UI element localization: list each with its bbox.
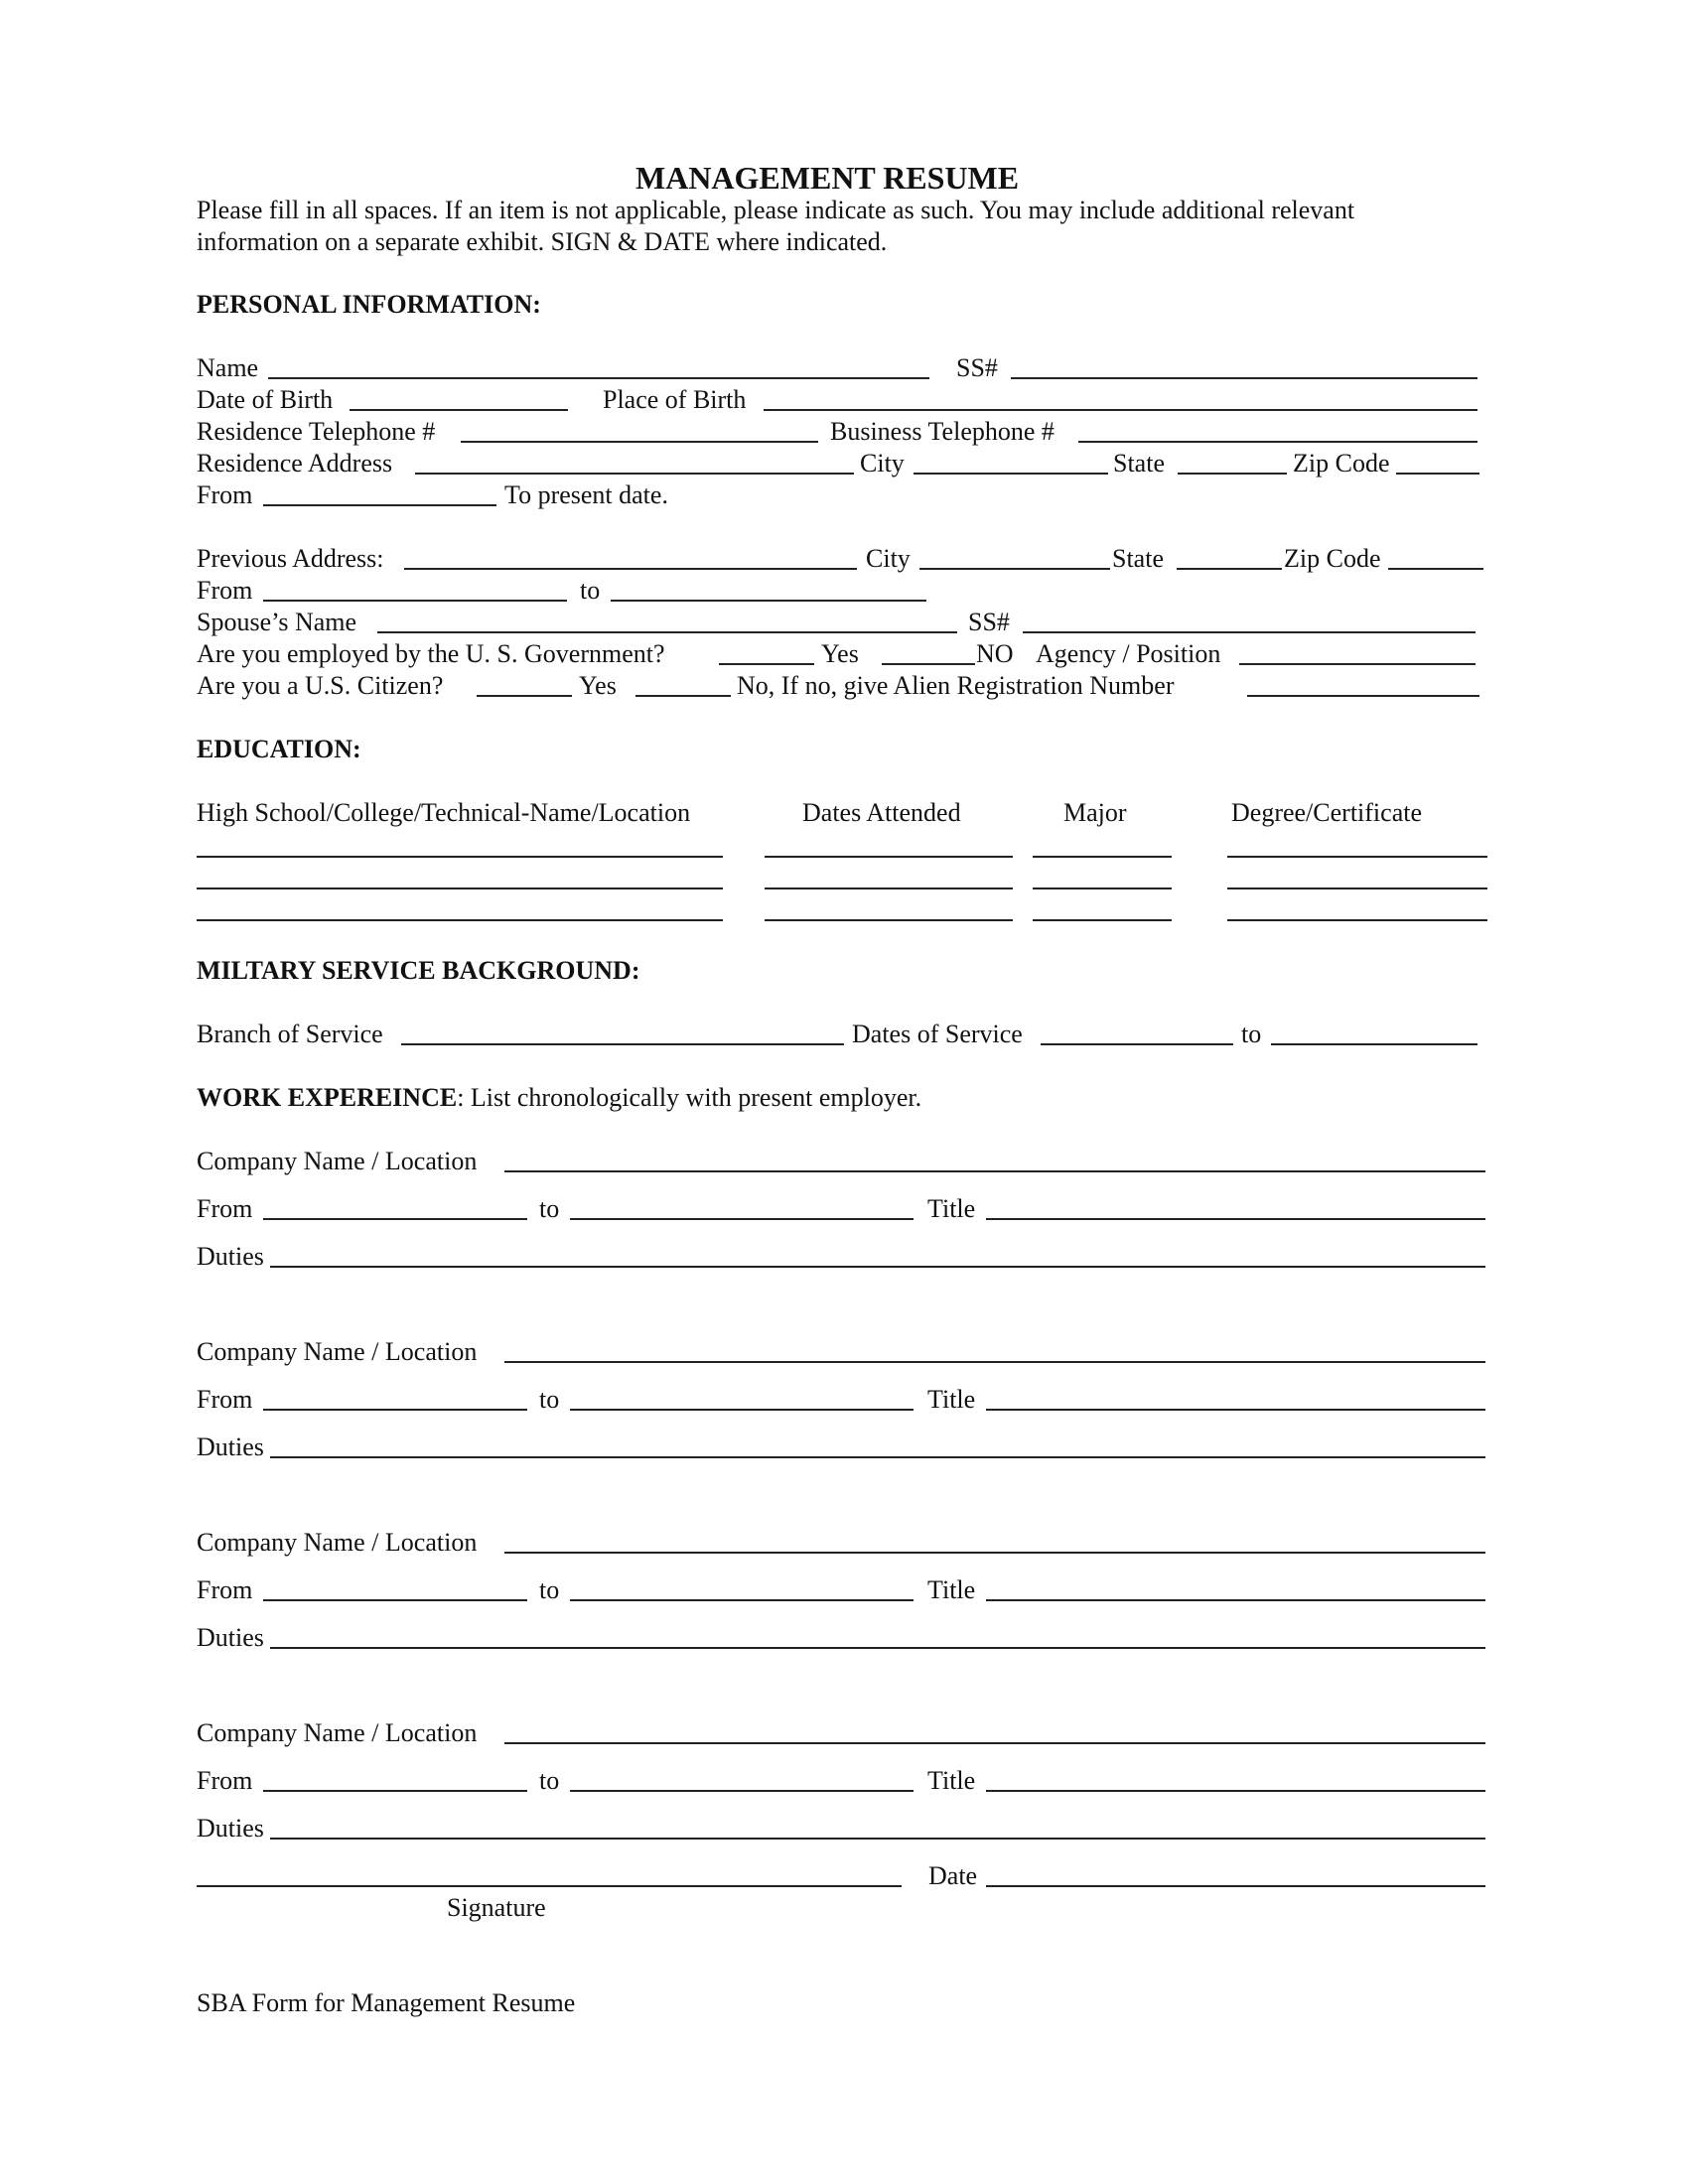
work-title-field[interactable]	[986, 1790, 1485, 1792]
city-field[interactable]	[914, 473, 1108, 475]
work-from-field[interactable]	[263, 1409, 527, 1411]
date-field[interactable]	[986, 1885, 1485, 1887]
prev-city-field[interactable]	[919, 568, 1110, 570]
company-label: Company Name / Location	[197, 1528, 478, 1557]
gov-no-label: NO	[976, 639, 1014, 668]
duties-field[interactable]	[270, 1838, 1485, 1840]
gov-yes-label: Yes	[821, 639, 859, 668]
spouse-label: Spouse’s Name	[197, 608, 357, 636]
military-heading: MILTARY SERVICE BACKGROUND:	[197, 956, 640, 985]
work-subheading: : List chronologically with present employer.	[457, 1083, 922, 1112]
agency-field[interactable]	[1239, 663, 1476, 665]
duties-label: Duties	[197, 1242, 264, 1271]
work-title-field[interactable]	[986, 1218, 1485, 1220]
work-to-label: to	[539, 1766, 560, 1795]
agency-label: Agency / Position	[1036, 639, 1221, 668]
work-title-label: Title	[927, 1575, 976, 1604]
prev-address-label: Previous Address:	[197, 544, 384, 573]
company-field[interactable]	[504, 1742, 1485, 1744]
prev-city-label: City	[866, 544, 911, 573]
edu-degree-field-2[interactable]	[1227, 887, 1487, 889]
work-title-field[interactable]	[986, 1599, 1485, 1601]
work-heading-line	[197, 1085, 921, 1111]
citizen-yes-field[interactable]	[477, 695, 572, 697]
work-to-label: to	[539, 1575, 560, 1604]
company-label: Company Name / Location	[197, 1147, 478, 1175]
ss-field[interactable]	[1011, 377, 1477, 379]
duties-field[interactable]	[270, 1266, 1485, 1268]
res-tel-field[interactable]	[461, 441, 818, 443]
dob-label: Date of Birth	[197, 385, 334, 414]
bus-tel-field[interactable]	[1078, 441, 1477, 443]
work-to-label: to	[539, 1194, 560, 1223]
company-label: Company Name / Location	[197, 1337, 478, 1366]
work-to-field[interactable]	[570, 1599, 914, 1601]
edu-col-degree: Degree/Certificate	[1231, 798, 1422, 827]
citizen-no-field[interactable]	[635, 695, 731, 697]
to-present-label: To present date.	[504, 480, 668, 509]
gov-yes-field[interactable]	[719, 663, 814, 665]
work-title-label: Title	[927, 1385, 976, 1414]
alien-label: No, If no, give Alien Registration Number	[737, 671, 1175, 700]
work-from-label: From	[197, 1194, 253, 1223]
prev-zip-field[interactable]	[1388, 568, 1483, 570]
edu-major-field-2[interactable]	[1033, 887, 1172, 889]
work-from-field[interactable]	[263, 1599, 527, 1601]
branch-label: Branch of Service	[197, 1020, 383, 1048]
edu-major-field-1[interactable]	[1033, 856, 1172, 858]
state-field[interactable]	[1178, 473, 1287, 475]
signature-field[interactable]	[197, 1885, 902, 1887]
res-address-field[interactable]	[415, 473, 854, 475]
prev-state-label: State	[1112, 544, 1164, 573]
work-to-field[interactable]	[570, 1409, 914, 1411]
company-label: Company Name / Location	[197, 1718, 478, 1747]
date-label: Date	[928, 1861, 978, 1890]
zip-field[interactable]	[1396, 473, 1479, 475]
edu-school-field-2[interactable]	[197, 887, 723, 889]
spouse-field[interactable]	[377, 631, 957, 633]
res-address-label: Residence Address	[197, 449, 393, 478]
personal-heading: PERSONAL INFORMATION:	[197, 290, 541, 319]
duties-field[interactable]	[270, 1647, 1485, 1649]
ss-label: SS#	[956, 353, 998, 382]
city-label: City	[860, 449, 905, 478]
instructions-line-1: Please fill in all spaces. If an item is not applicable, please indicate as such. You may include additional relevant	[197, 196, 1355, 224]
edu-major-field-3[interactable]	[1033, 919, 1172, 921]
work-title-label: Title	[927, 1766, 976, 1795]
edu-dates-field-3[interactable]	[765, 919, 1013, 921]
work-from-label: From	[197, 1766, 253, 1795]
work-to-label: to	[539, 1385, 560, 1414]
prev-to-field[interactable]	[611, 600, 926, 602]
work-from-label: From	[197, 1385, 253, 1414]
dob-field[interactable]	[350, 409, 568, 411]
edu-school-field-3[interactable]	[197, 919, 723, 921]
work-heading: WORK EXPEREINCE	[197, 1083, 458, 1112]
work-to-field[interactable]	[570, 1218, 914, 1220]
spouse-ss-label: SS#	[968, 608, 1010, 636]
company-field[interactable]	[504, 1361, 1485, 1363]
place-of-birth-label: Place of Birth	[603, 385, 747, 414]
edu-degree-field-3[interactable]	[1227, 919, 1487, 921]
alien-number-field[interactable]	[1247, 695, 1479, 697]
spouse-ss-field[interactable]	[1023, 631, 1476, 633]
work-from-field[interactable]	[263, 1790, 527, 1792]
branch-field[interactable]	[401, 1043, 844, 1045]
edu-dates-field-2[interactable]	[765, 887, 1013, 889]
citizen-question: Are you a U.S. Citizen?	[197, 671, 444, 700]
edu-col-major: Major	[1063, 798, 1127, 827]
bus-tel-label: Business Telephone #	[830, 417, 1055, 446]
gov-no-field[interactable]	[882, 663, 975, 665]
duties-label: Duties	[197, 1433, 264, 1461]
dates-service-label: Dates of Service	[852, 1020, 1023, 1048]
duties-field[interactable]	[270, 1456, 1485, 1458]
edu-col-dates: Dates Attended	[802, 798, 961, 827]
prev-to-label: to	[580, 576, 601, 605]
edu-col-school: High School/College/Technical-Name/Location	[197, 798, 691, 827]
dates-service-to-field[interactable]	[1271, 1043, 1477, 1045]
citizen-yes-label: Yes	[579, 671, 617, 700]
name-field[interactable]	[268, 377, 929, 379]
work-from-field[interactable]	[263, 1218, 527, 1220]
company-field[interactable]	[504, 1170, 1485, 1172]
education-heading: EDUCATION:	[197, 735, 361, 763]
signature-label: Signature	[447, 1893, 546, 1922]
prev-from-field[interactable]	[263, 600, 567, 602]
state-label: State	[1113, 449, 1165, 478]
footer-text: SBA Form for Management Resume	[197, 1988, 576, 2017]
res-tel-label: Residence Telephone #	[197, 417, 436, 446]
place-of-birth-field[interactable]	[764, 409, 1477, 411]
work-title-label: Title	[927, 1194, 976, 1223]
gov-question: Are you employed by the U. S. Government?	[197, 639, 665, 668]
work-from-label: From	[197, 1575, 253, 1604]
instructions-line-2: information on a separate exhibit. SIGN & DATE where indicated.	[197, 227, 888, 256]
dates-service-from-field[interactable]	[1041, 1043, 1233, 1045]
edu-dates-field-1[interactable]	[765, 856, 1013, 858]
company-field[interactable]	[504, 1552, 1485, 1554]
work-title-field[interactable]	[986, 1409, 1485, 1411]
duties-label: Duties	[197, 1814, 264, 1843]
name-label: Name	[197, 353, 259, 382]
from-label: From	[197, 480, 253, 509]
edu-school-field-1[interactable]	[197, 856, 723, 858]
dates-service-to-label: to	[1241, 1020, 1262, 1048]
zip-label: Zip Code	[1293, 449, 1390, 478]
duties-label: Duties	[197, 1623, 264, 1652]
prev-address-field[interactable]	[404, 568, 857, 570]
prev-zip-label: Zip Code	[1284, 544, 1381, 573]
prev-from-label: From	[197, 576, 253, 605]
form-title: MANAGEMENT RESUME	[635, 160, 1020, 196]
prev-state-field[interactable]	[1177, 568, 1282, 570]
edu-degree-field-1[interactable]	[1227, 856, 1487, 858]
from-field[interactable]	[263, 504, 496, 506]
work-to-field[interactable]	[570, 1790, 914, 1792]
